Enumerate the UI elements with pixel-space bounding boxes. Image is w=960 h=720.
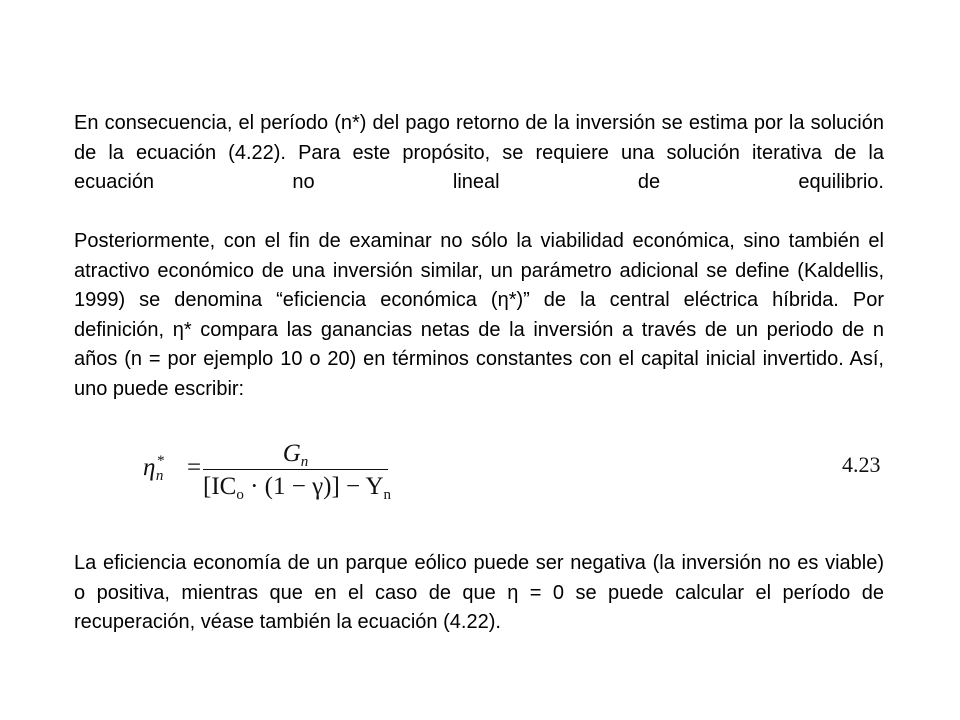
paragraph-conclusion: La eficiencia economía de un parque eólico puede ser negativa (la inversión no es viable) o positiva, mientras que en el caso de que η = 0 se puede calcular el período de recuperación, véase también la ecuación (4.22). [74,552,884,633]
eta-symbol: η [143,454,156,481]
eta-subscript: n [155,468,164,484]
equation-lhs [143,454,163,482]
paragraph-payback-period: En consecuencia, el período (n*) del pago retorno de la inversión se estima por la solución de la ecuación (4.22). Para este propósito, se requiere una solución iterativa de la ecuación no lineal de equilibrio. [74,112,884,193]
numerator-subscript: n [300,454,309,470]
numerator-symbol: G [282,440,301,467]
paragraph-economic-efficiency: Posteriormente, con el fin de examinar no sólo la viabilidad económica, sino también el atractivo económico de una inversión similar, un parámetro adicional se define (Kaldellis, 1999) se denomina “eficiencia económica (η*)” de la central eléctrica híbrida. Por definición, η* compara las ganancias netas de la inversión a través de un periodo de n años (n = por ejemplo 10 o 20) en términos constantes con el capital inicial invertido. Así, uno puede escribir: [74,230,884,400]
equation-numerator [203,440,388,468]
equation-denominator [203,472,392,503]
eta-superscript: * [156,453,164,469]
fraction-bar [203,469,388,470]
equation-fraction [203,440,392,503]
equals-sign: = [187,454,202,481]
denominator-y-subscript: n [383,487,392,503]
denominator-ic: [IC [203,473,237,500]
equation-economic-efficiency [143,440,403,504]
denominator-ic-subscript: o [236,487,244,503]
denominator-rest: · (1 − γ)] − Y [243,473,384,500]
equation-number: 4.23 [842,452,881,477]
